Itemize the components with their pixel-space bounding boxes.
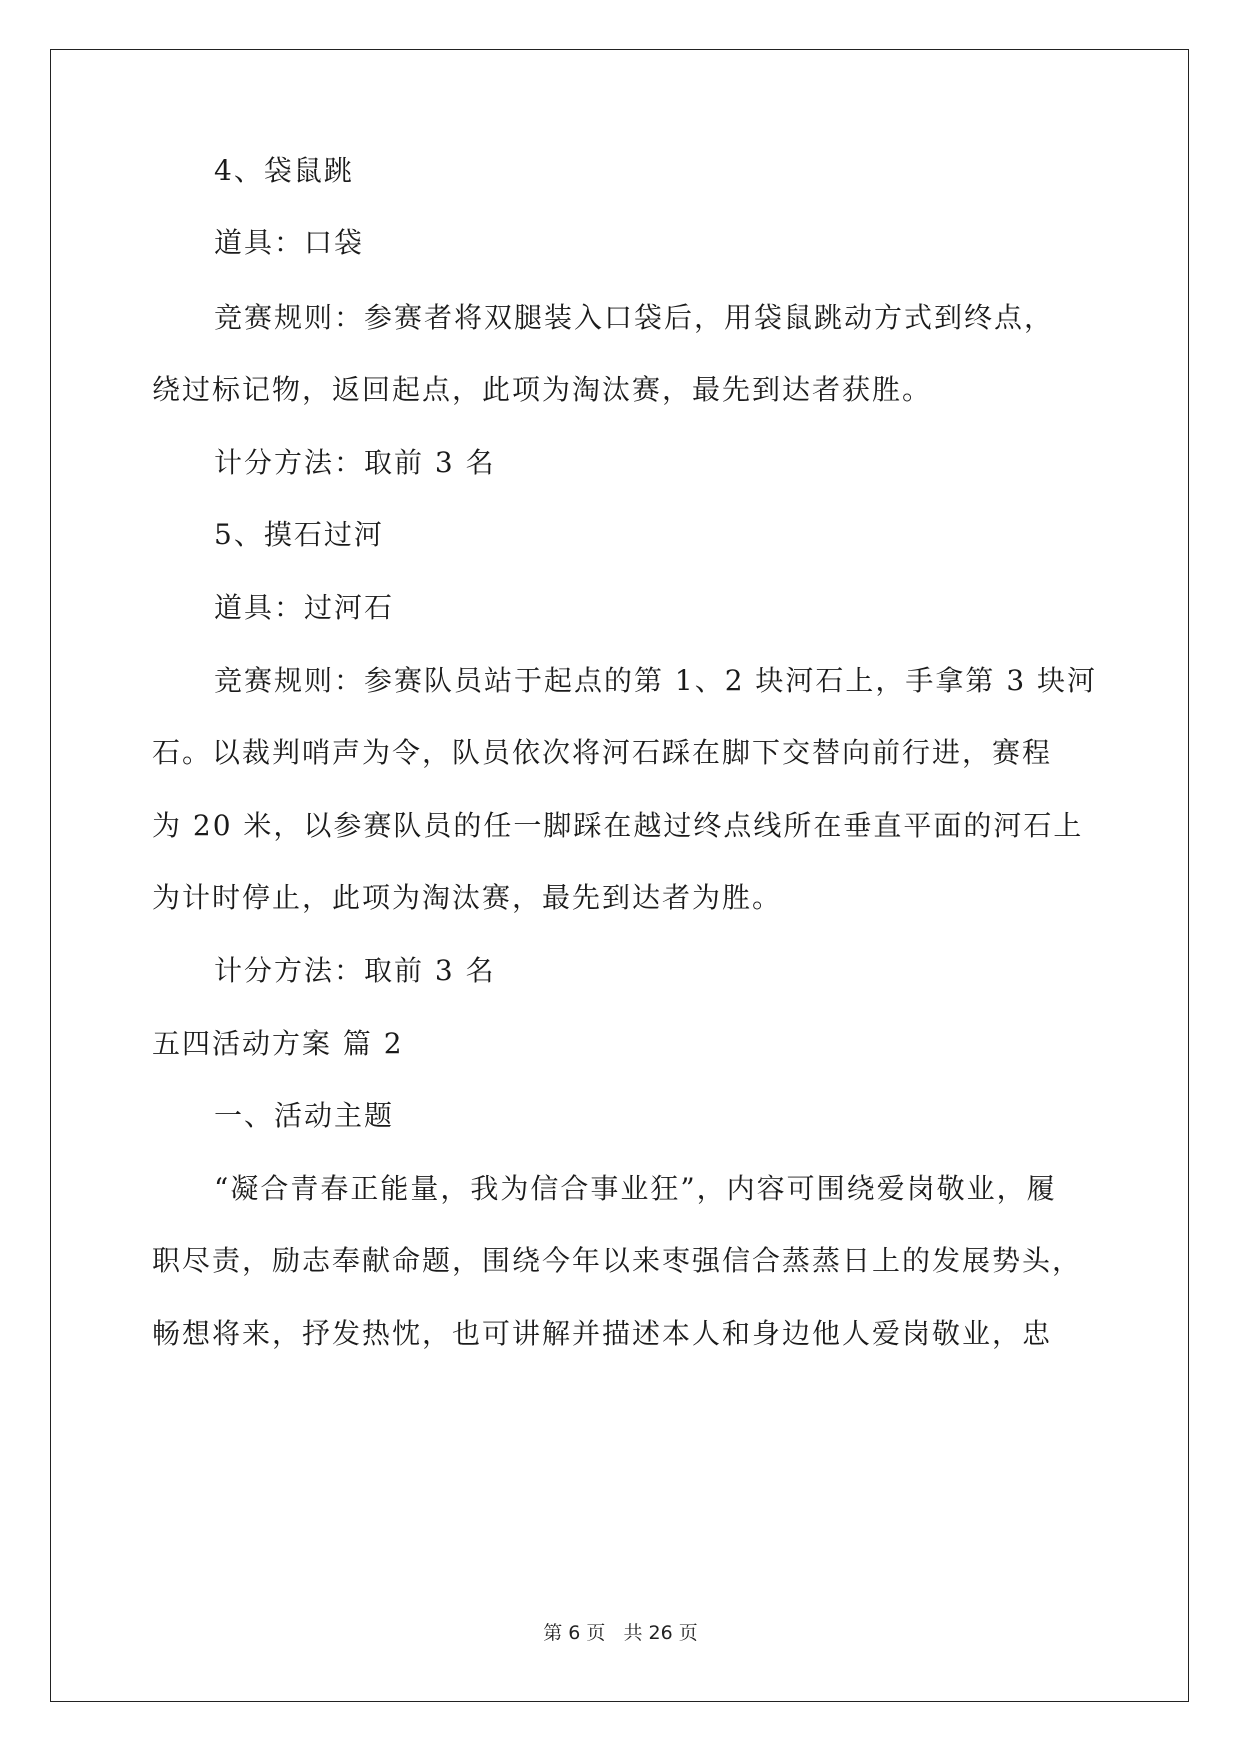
scoring-line: 计分方法：取前 3 名 [214, 954, 496, 987]
page-border [50, 49, 1189, 1702]
rules-line: 竞赛规则：参赛者将双腿装入口袋后，用袋鼠跳动方式到终点， [214, 301, 1055, 334]
section-title: 五四活动方案 篇 2 [152, 1027, 404, 1060]
rules-line-cont: 为 20 米，以参赛队员的任一脚踩在越过终点线所在垂直平面的河石上 [152, 809, 1084, 842]
subsection-heading: 一、活动主题 [214, 1099, 395, 1132]
item-heading: 5、摸石过河 [214, 518, 384, 551]
props-line: 道具：口袋 [214, 226, 365, 259]
rules-line-cont: 绕过标记物，返回起点，此项为淘汰赛，最先到达者获胜。 [152, 373, 933, 406]
item-heading: 4、袋鼠跳 [214, 154, 354, 187]
page-total: 共 26 页 [623, 1622, 698, 1644]
scoring-line: 计分方法：取前 3 名 [214, 446, 496, 479]
paragraph-line: 职尽责，励志奉献命题，围绕今年以来枣强信合蒸蒸日上的发展势头， [152, 1244, 1083, 1277]
paragraph-line: 畅想将来，抒发热忱，也可讲解并描述本人和身边他人爱岗敬业，忠 [152, 1317, 1053, 1350]
rules-line: 竞赛规则：参赛队员站于起点的第 1、2 块河石上，手拿第 3 块河 [214, 664, 1098, 697]
rules-line-cont: 石。以裁判哨声为令，队员依次将河石踩在脚下交替向前行进，赛程 [152, 736, 1053, 769]
paragraph-line: “凝合青春正能量，我为信合事业狂”，内容可围绕爱岗敬业，履 [214, 1172, 1057, 1205]
rules-line-cont: 为计时停止，此项为淘汰赛，最先到达者为胜。 [152, 881, 783, 914]
page-footer [0, 1618, 1241, 1645]
page-number: 第 6 页 [543, 1622, 606, 1644]
props-line: 道具：过河石 [214, 591, 395, 624]
